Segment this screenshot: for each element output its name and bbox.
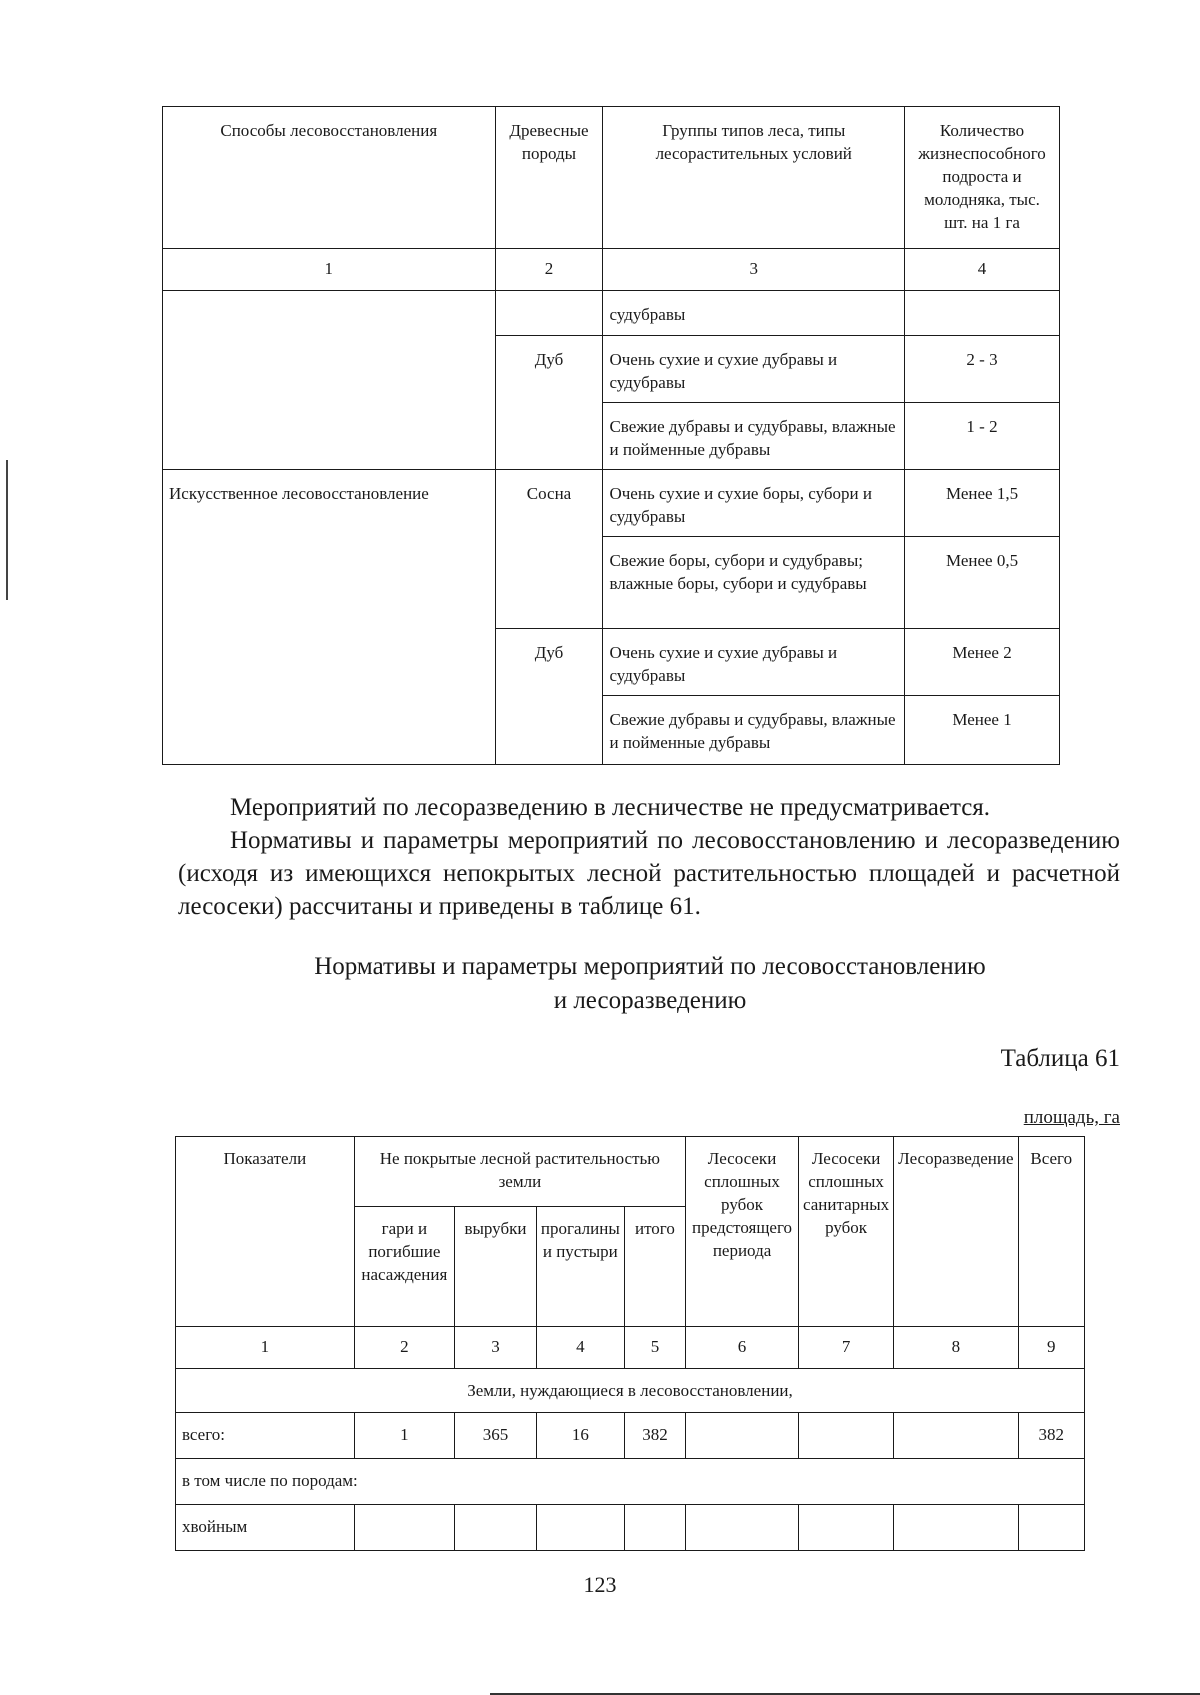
col-number: 7 <box>798 1327 893 1369</box>
method-cell-empty <box>163 291 496 470</box>
paragraph-norms: Нормативы и параметры мероприятий по лесовосстановлению и лесоразведению (исходя из имеющихся непокрытых лесной растительностью площадей и расчетной лесосеки) рассчитаны и приведены в таблице 61. <box>178 827 1120 920</box>
species-cell: Сосна <box>495 470 603 629</box>
col-number: 6 <box>686 1327 799 1369</box>
row-label: хвойным <box>176 1505 355 1551</box>
forest-type-cell: Очень сухие и сухие боры, субори и судубравы <box>603 470 905 537</box>
col-number: 2 <box>354 1327 454 1369</box>
col-number: 4 <box>536 1327 624 1369</box>
header-quantity: Количество жизнеспособного подроста и молодняка, тыс. шт. на 1 га <box>905 107 1060 249</box>
forest-type-cell: Свежие дубравы и судубравы, влажные и пойменные дубравы <box>603 403 905 470</box>
value-cell <box>1018 1505 1084 1551</box>
table-title <box>180 950 1120 1018</box>
species-cell: Дуб <box>495 629 603 765</box>
col-number: 4 <box>905 249 1060 291</box>
paragraph-afforestation: Мероприятий по лесоразведению в лесничестве не предусматривается. <box>230 794 991 821</box>
table-title-line: Нормативы и параметры мероприятий по лесовосстановлению <box>314 953 986 980</box>
forest-type-cell: Свежие боры, субори и судубравы; влажные боры, субори и судубравы <box>603 537 905 629</box>
header-clearcut-plots: Лесосеки сплошных рубок предстоящего периода <box>686 1137 799 1327</box>
value-cell <box>894 1413 1018 1459</box>
header-afforestation: Лесоразведение <box>894 1137 1018 1327</box>
forest-type-cell: судубравы <box>603 291 905 336</box>
header-unforested-lands: Не покрытые лесной растительностью земли <box>354 1137 685 1207</box>
value-cell: 382 <box>624 1413 685 1459</box>
header-total: Всего <box>1018 1137 1084 1327</box>
value-cell <box>798 1505 893 1551</box>
value-cell <box>536 1505 624 1551</box>
forest-type-cell: Очень сухие и сухие дубравы и судубравы <box>603 336 905 403</box>
col-number: 3 <box>455 1327 537 1369</box>
page-number: 123 <box>583 1572 617 1597</box>
header-species: Древесные породы <box>495 107 603 249</box>
quantity-cell: 2 - 3 <box>905 336 1060 403</box>
table-header-row <box>163 107 1060 249</box>
value-cell <box>624 1505 685 1551</box>
reforestation-methods-table <box>162 106 1060 765</box>
quantity-cell: 1 - 2 <box>905 403 1060 470</box>
row-label: всего: <box>176 1413 355 1459</box>
value-cell <box>686 1413 799 1459</box>
table-row <box>163 470 1060 537</box>
column-number-row <box>163 249 1060 291</box>
table-row <box>176 1505 1085 1551</box>
quantity-cell: Менее 1,5 <box>905 470 1060 537</box>
col-number: 1 <box>176 1327 355 1369</box>
forest-type-cell: Свежие дубравы и судубравы, влажные и пойменные дубравы <box>603 696 905 765</box>
col-number: 9 <box>1018 1327 1084 1369</box>
value-cell: 365 <box>455 1413 537 1459</box>
quantity-cell: Менее 0,5 <box>905 537 1060 629</box>
header-subtotal: итого <box>624 1207 685 1327</box>
table-number: Таблица 61 <box>1000 1045 1120 1072</box>
col-number: 1 <box>163 249 496 291</box>
col-number: 5 <box>624 1327 685 1369</box>
header-clearings: вырубки <box>455 1207 537 1327</box>
by-species-label: в том числе по породам: <box>176 1459 1085 1505</box>
value-cell <box>686 1505 799 1551</box>
header-glades: прогалины и пустыри <box>536 1207 624 1327</box>
value-cell <box>798 1413 893 1459</box>
col-number: 3 <box>603 249 905 291</box>
species-cell-empty <box>495 291 603 336</box>
forest-type-cell: Очень сухие и сухие дубравы и судубравы <box>603 629 905 696</box>
quantity-cell: Менее 1 <box>905 696 1060 765</box>
header-methods: Способы лесовосстановления <box>163 107 496 249</box>
value-cell <box>894 1505 1018 1551</box>
section-title: Земли, нуждающиеся в лесовосстановлении, <box>176 1369 1085 1413</box>
table-row <box>163 291 1060 336</box>
table-row <box>176 1413 1085 1459</box>
unit-label: площадь, га <box>1023 1107 1120 1128</box>
scan-edge-mark <box>6 460 8 600</box>
section-row <box>176 1459 1085 1505</box>
value-cell <box>354 1505 454 1551</box>
method-cell: Искусственное лесовосстановление <box>163 470 496 765</box>
species-cell: Дуб <box>495 336 603 470</box>
value-cell: 16 <box>536 1413 624 1459</box>
col-number: 2 <box>495 249 603 291</box>
header-indicators: Показатели <box>176 1137 355 1327</box>
header-forest-types: Группы типов леса, типы лесорастительных условий <box>603 107 905 249</box>
quantity-cell: Менее 2 <box>905 629 1060 696</box>
value-cell: 1 <box>354 1413 454 1459</box>
col-number: 8 <box>894 1327 1018 1369</box>
value-cell <box>455 1505 537 1551</box>
value-cell: 382 <box>1018 1413 1084 1459</box>
header-burned: гари и погибшие насаждения <box>354 1207 454 1327</box>
column-number-row <box>176 1327 1085 1369</box>
table-header-row <box>176 1137 1085 1207</box>
quantity-cell <box>905 291 1060 336</box>
section-row <box>176 1369 1085 1413</box>
norms-parameters-table <box>175 1136 1085 1551</box>
header-sanitary-clearcut: Лесосеки сплошных санитарных рубок <box>798 1137 893 1327</box>
table-title-line: и лесоразведению <box>553 987 747 1014</box>
